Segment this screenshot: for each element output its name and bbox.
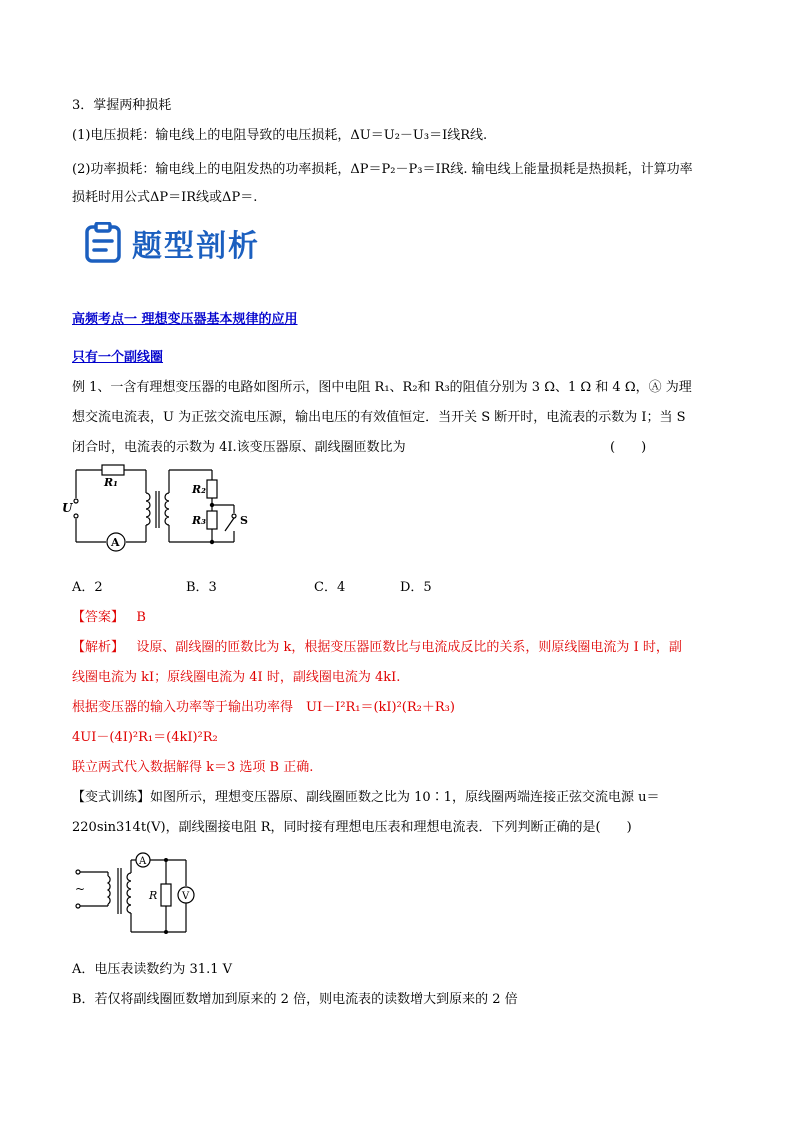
- topic-heading: 高频考点一 理想变压器基本规律的应用: [72, 312, 298, 327]
- variant-line2: 220sin314t(V)，副线圈接电阻 R，同时接有理想电压表和理想电流表．下列判断正确的是( ): [72, 820, 632, 835]
- analysis-text1: 设原、副线圈的匝数比为 k，根据变压器匝数比与电流成反比的关系，则原线圈电流为 I 时，副: [136, 640, 682, 655]
- resistor-label: R: [149, 889, 158, 902]
- banner-title: 题型剖析: [132, 229, 260, 264]
- voltmeter-label: V: [182, 891, 190, 902]
- r3-label: R₃: [192, 514, 206, 527]
- power-loss-text-2: 损耗时用公式ΔP＝IR线或ΔP＝.: [72, 190, 258, 205]
- analysis-line1: [72, 638, 682, 658]
- example1-line1: 例 1、一含有理想变压器的电路如图所示，图中电阻 R₁、R₂和 R₃的阻值分别为 3 Ω、1 Ω 和 4 Ω，Ⓐ 为理: [72, 380, 692, 395]
- answer-paren: ( ): [610, 440, 647, 455]
- variant-option-b: B．若仅将副线圈匝数增加到原来的 2 倍，则电流表的读数增大到原来的 2 倍: [72, 992, 518, 1007]
- analysis-line4: 4UI－(4I)²R₁＝(4kI)²R₂: [72, 730, 218, 745]
- option-d: D．5: [400, 580, 432, 595]
- analysis-line5: 联立两式代入数据解得 k＝3 选项 B 正确.: [72, 760, 314, 775]
- transformer-circuit-diagram: [60, 458, 260, 558]
- analysis-label: 【解析】: [72, 640, 125, 655]
- analysis-line2: 线圈电流为 kI；原线圈电流为 4I 时，副线圈电流为 4kI.: [72, 670, 401, 685]
- variant-line1: 【变式训练】如图所示，理想变压器原、副线圈匝数之比为 10∶1，原线圈两端连接正弦交流电源 u＝: [72, 790, 660, 805]
- ammeter-label-2: A: [139, 856, 147, 867]
- option-a: A．2: [72, 580, 103, 595]
- ac-source-symbol: ~: [75, 882, 86, 896]
- power-loss-text-1: (2)功率损耗：输电线上的电阻发热的功率损耗，ΔP＝P₂－P₃＝IR线. 输电线上能量损耗是热损耗，计算功率: [72, 162, 693, 177]
- switch-label: S: [240, 514, 248, 527]
- r2-label: R₂: [192, 483, 206, 496]
- example1-line2: 想交流电流表，U 为正弦交流电压源，输出电压的有效值恒定．当开关 S 断开时，电流表的示数为 I；当 S: [72, 410, 686, 425]
- analysis-line3: 根据变压器的输入功率等于输出功率得 UI－I²R₁＝(kI)²(R₂＋R₃): [72, 700, 455, 715]
- example1-line3: 闭合时，电流表的示数为 4I.该变压器原、副线圈匝数比为: [72, 440, 406, 455]
- voltage-loss-text: (1)电压损耗：输电线上的电阻导致的电压损耗，ΔU＝U₂－U₃＝I线R线.: [72, 128, 488, 143]
- r1-label: R₁: [104, 476, 118, 489]
- answer-value: B: [136, 610, 146, 625]
- option-b: B．3: [186, 580, 217, 595]
- answer-line: [72, 608, 146, 628]
- section-title: 3．掌握两种损耗: [72, 98, 172, 113]
- section-banner: [84, 218, 260, 268]
- variant-option-a: A．电压表读数约为 31.1 V: [72, 962, 232, 977]
- clipboard-list-icon: [84, 222, 122, 264]
- transformer-meter-circuit-diagram: [68, 848, 218, 944]
- option-c: C．4: [314, 580, 346, 595]
- topic-subheading: 只有一个副线圈: [72, 350, 164, 365]
- ammeter-label: A: [111, 536, 120, 549]
- answer-label: 【答案】: [72, 610, 125, 625]
- source-label: U: [62, 501, 73, 515]
